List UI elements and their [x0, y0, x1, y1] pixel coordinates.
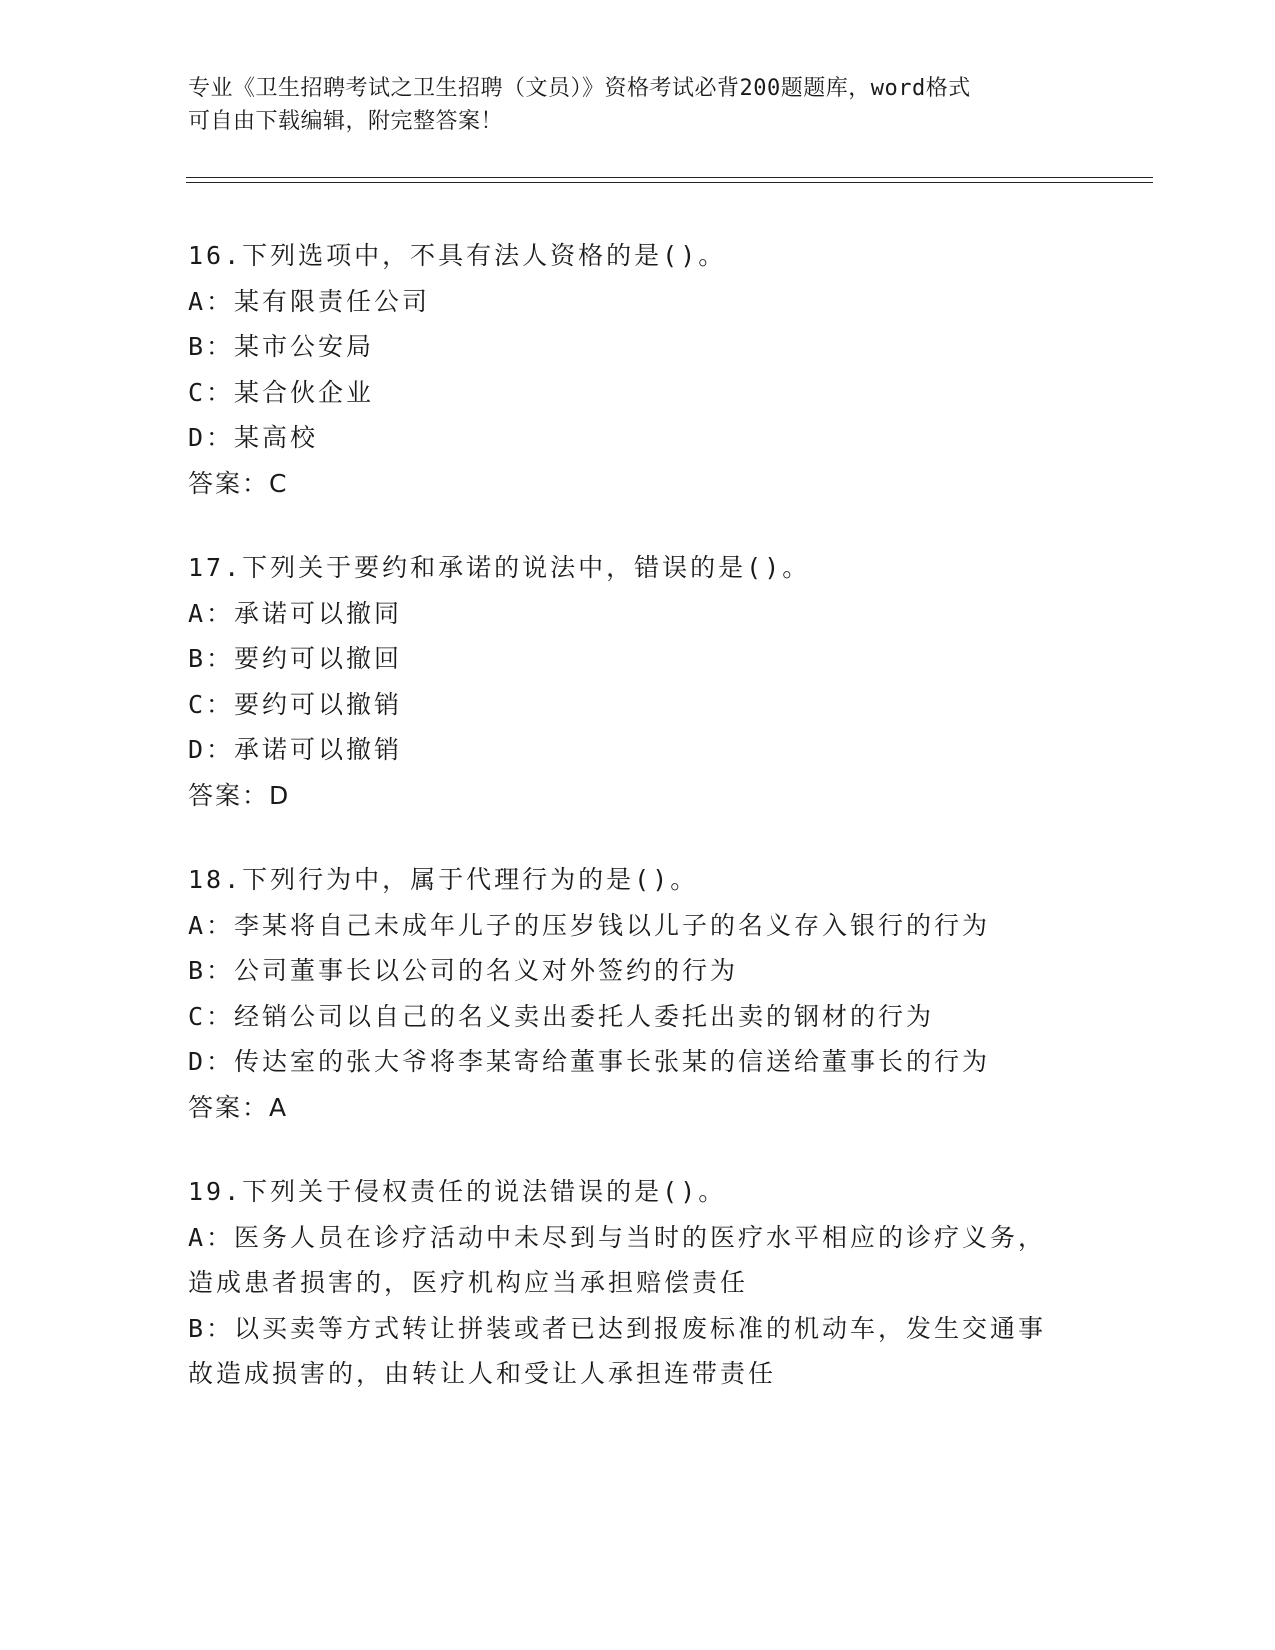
question-17 — [188, 545, 1088, 818]
option-b: B：以买卖等方式转让拼装或者已达到报废标准的机动车，发生交通事 — [188, 1313, 1047, 1343]
question-stem: 16.下列选项中，不具有法人资格的是()。 — [188, 241, 727, 270]
option-d: D：承诺可以撤销 — [188, 735, 403, 764]
answer: 答案：D — [188, 780, 291, 810]
option-c: C：要约可以撤销 — [188, 689, 403, 719]
question-16 — [188, 233, 1088, 506]
document-header — [188, 72, 1088, 138]
option-b-continued: 故造成损害的，由转让人和受让人承担连带责任 — [188, 1359, 777, 1388]
option-d: D：某高校 — [188, 423, 319, 452]
header-divider — [186, 182, 1153, 183]
header-divider — [186, 177, 1153, 178]
option-b: B：要约可以撤回 — [188, 644, 403, 673]
option-a: A：李某将自己未成年儿子的压岁钱以儿子的名义存入银行的行为 — [188, 910, 991, 940]
option-c: C：经销公司以自己的名义卖出委托人委托出卖的钢材的行为 — [188, 1001, 935, 1031]
question-stem: 18.下列行为中，属于代理行为的是()。 — [188, 865, 699, 894]
header-line-2: 可自由下载编辑，附完整答案！ — [188, 109, 504, 134]
question-list — [188, 233, 1088, 1436]
question-18 — [188, 857, 1088, 1130]
question-19 — [188, 1169, 1088, 1397]
option-a: A：医务人员在诊疗活动中未尽到与当时的医疗水平相应的诊疗义务， — [188, 1222, 1047, 1252]
option-b: B：某市公安局 — [188, 332, 375, 361]
answer: 答案：A — [188, 1092, 289, 1122]
option-a-continued: 造成患者损害的，医疗机构应当承担赔偿责任 — [188, 1268, 749, 1297]
option-b: B：公司董事长以公司的名义对外签约的行为 — [188, 956, 739, 985]
option-c: C：某合伙企业 — [188, 377, 375, 407]
option-d: D：传达室的张大爷将李某寄给董事长张某的信送给董事长的行为 — [188, 1047, 991, 1076]
question-stem: 19.下列关于侵权责任的说法错误的是()。 — [188, 1177, 727, 1206]
answer: 答案：C — [188, 468, 289, 498]
option-a: A：承诺可以撤同 — [188, 598, 403, 628]
question-stem: 17.下列关于要约和承诺的说法中，错误的是()。 — [188, 553, 811, 582]
header-line-1: 专业《卫生招聘考试之卫生招聘（文员）》资格考试必背200题题库，word格式 — [188, 76, 971, 101]
option-a: A：某有限责任公司 — [188, 286, 431, 316]
